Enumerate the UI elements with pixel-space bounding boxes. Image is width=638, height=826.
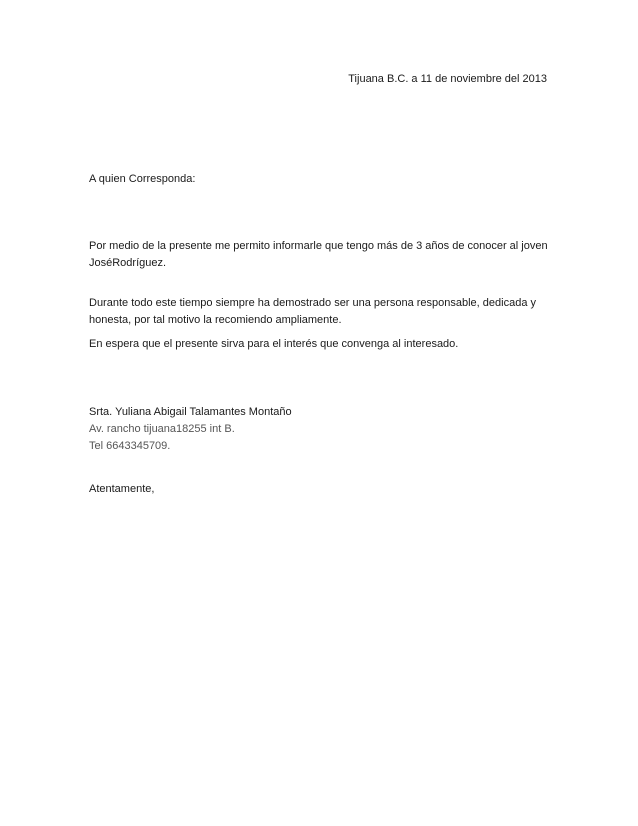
body-paragraph-3: En espera que el presente sirva para el interés que convenga al interesado. (89, 338, 459, 350)
body-paragraph-2: Durante todo este tiempo siempre ha demostrado ser una persona responsable, dedicada y honesta, por tal motivo la recomiendo ampliamente. (89, 297, 536, 326)
closing: Atentamente, (89, 483, 155, 495)
date-line: Tijuana B.C. a 11 de noviembre del 2013 (348, 73, 547, 85)
sender-address: Av. rancho tijuana18255 int B. (89, 423, 235, 435)
sender-name: Srta. Yuliana Abigail Talamantes Montaño (89, 406, 292, 418)
body-paragraph-1: Por medio de la presente me permito informarle que tengo más de 3 años de conocer al joven JoséRodríguez. (89, 240, 548, 269)
sender-block (89, 404, 292, 455)
sender-phone: Tel 6643345709. (89, 440, 171, 452)
salutation: A quien Corresponda: (89, 173, 196, 185)
